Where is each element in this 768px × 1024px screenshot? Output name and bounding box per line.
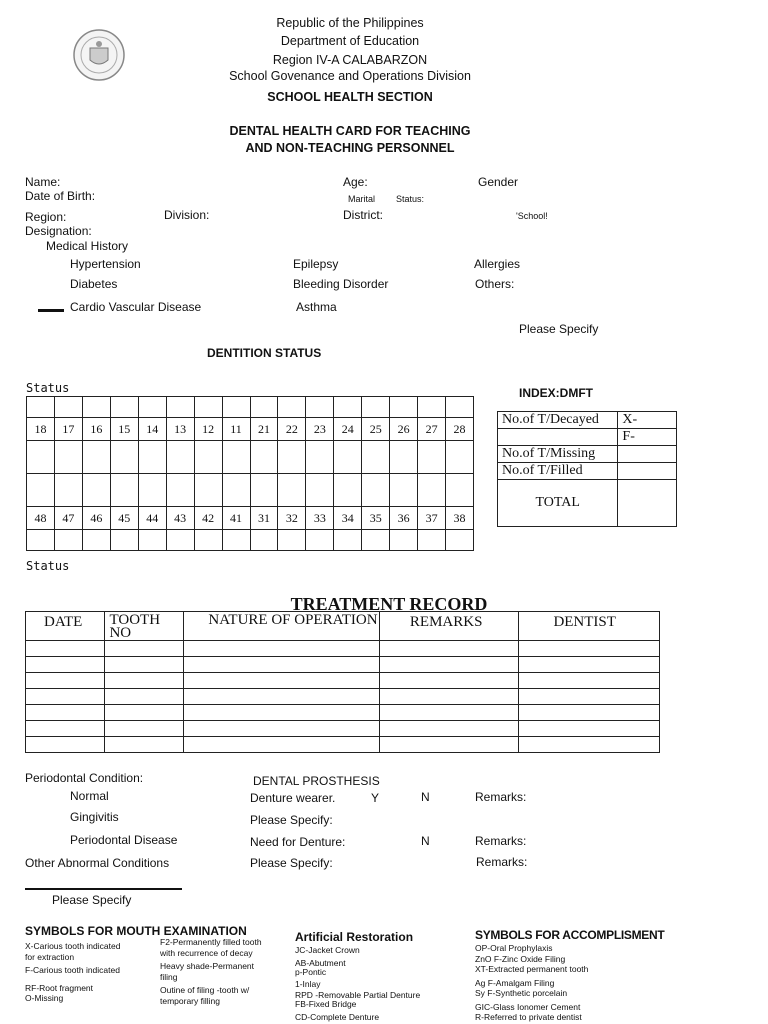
periodontal-heading: Periodontal Condition: [25,771,144,785]
tooth-cell [446,474,474,507]
symbols-exam-col2 [160,937,262,1006]
status-cell [306,530,334,551]
symbol-f-carious: F-Carious tooth indicated [25,965,120,975]
tooth-number-35: 35 [362,507,390,530]
status-cell [27,397,55,418]
tooth-number-24: 24 [334,418,362,441]
status-cell [138,530,166,551]
dentition-status-heading: DENTITION STATUS [207,346,322,360]
tooth-cell [250,474,278,507]
tooth-number-32: 32 [278,507,306,530]
tooth-number-44: 44 [138,507,166,530]
status-cell [82,397,110,418]
tooth-number-31: 31 [250,507,278,530]
tooth-cell [110,441,138,474]
medical-asthma: Asthma [296,300,337,314]
tooth-number-28: 28 [446,418,474,441]
status-cell [418,530,446,551]
tooth-cell [82,441,110,474]
status-cell [222,530,250,551]
status-cell [82,530,110,551]
designation-label: Designation: [25,224,92,238]
symbol-o-missing: O-Missing [25,993,64,1003]
tooth-cell [250,441,278,474]
tooth-number-43: 43 [166,507,194,530]
age-label: Age: [343,175,368,189]
medical-bleeding: Bleeding Disorder [293,277,389,291]
tooth-number-18: 18 [27,418,55,441]
header-region: Region IV-A CALABARZON [272,53,428,67]
symbols-accomplishment-heading: SYMBOLS FOR ACCOMPLISMENT [475,928,665,942]
periodontal-normal: Normal [70,789,109,803]
tooth-number-48: 48 [27,507,55,530]
status-cell [250,530,278,551]
header-republic: Republic of the Philippines [276,16,424,30]
restoration-pontic: p-Pontic [295,966,327,977]
dob-label: Date of Birth: [25,189,96,203]
tooth-number-47: 47 [54,507,82,530]
status-cell [250,397,278,418]
index-decayed: No.of T/Decayed [498,412,618,429]
status-top-label: Status [26,381,70,395]
tooth-cell [27,474,55,507]
medical-others: Others: [475,277,515,291]
restoration-fb: FB-Fixed Bridge [295,999,357,1009]
gender-label: Gender [478,175,519,189]
name-label: Name: [25,175,61,189]
periodontal-gingivitis: Gingivitis [70,810,119,824]
tooth-cell [222,441,250,474]
tooth-number-27: 27 [418,418,446,441]
index-missing: No.of T/Missing [498,446,618,463]
status-cell [278,530,306,551]
card-title-line2: AND NON-TEACHING PERSONNEL [245,141,455,155]
denture-n1: N [421,790,430,804]
index-filled: No.of T/Filled [498,463,618,480]
status-cell [446,397,474,418]
status-cell [110,397,138,418]
tooth-cell [418,474,446,507]
tooth-cell [418,441,446,474]
school-label: 'School! [516,211,548,221]
tooth-number-41: 41 [222,507,250,530]
tooth-number-34: 34 [334,507,362,530]
marital-label: Marital [348,194,376,204]
tooth-cell [138,441,166,474]
restoration-rpd: RPD -Removable Partial Denture [295,990,421,1000]
prosthesis-remarks1: Remarks: [475,790,527,804]
acc-r: R-Referred to private dentist [475,1012,582,1022]
symbol-outline-cont: temporary filling [160,995,220,1006]
restoration-cd: CD-Complete Denture [295,1012,380,1022]
table-row [26,657,660,673]
acc-sy: Sy F-Synthetic porcelain [475,988,568,998]
index-dmft-heading: INDEX:DMFT [519,386,593,400]
status-cell [54,530,82,551]
restoration-jc: JC-Jacket Crown [295,945,360,955]
col-dentist: DENTIST [519,612,660,641]
tooth-cell [138,474,166,507]
tooth-cell [82,474,110,507]
table-row [26,689,660,705]
tooth-cell [194,474,222,507]
status-cell [278,397,306,418]
tooth-number-42: 42 [194,507,222,530]
denture-n2: N [421,834,430,848]
medical-please-specify: Please Specify [519,322,599,336]
tooth-number-21: 21 [250,418,278,441]
symbol-heavy-shade-cont: filing [160,971,178,982]
tooth-number-17: 17 [54,418,82,441]
tooth-number-45: 45 [110,507,138,530]
symbol-heavy-shade: Heavy shade-Permanent [160,961,255,971]
accomplishment-list [475,943,588,1023]
tooth-cell [390,441,418,474]
col-nature-operation: NATURE OF OPERATION [184,612,380,641]
tooth-number-23: 23 [306,418,334,441]
tooth-cell [54,474,82,507]
index-side-f: F- [618,429,677,446]
acc-gic: GIC-Glass Ionomer Cement [475,1001,581,1012]
tooth-cell [54,441,82,474]
tooth-number-12: 12 [194,418,222,441]
status-cell [306,397,334,418]
acc-zno: ZnO F-Zinc Oxide Filing [475,953,566,964]
periodontal-disease: Periodontal Disease [70,833,178,847]
symbol-f2-permanent: F2-Permanently filled tooth [160,937,262,947]
dentition-chart [26,396,474,551]
tooth-cell [334,474,362,507]
status-label: Status: [396,194,425,204]
tooth-cell [27,441,55,474]
tooth-number-13: 13 [166,418,194,441]
col-remarks: REMARKS [379,612,519,641]
acc-ag: Ag F-Amalgam Filing [475,977,555,988]
cardio-checkmark-line [38,309,64,312]
prosthesis-specify1: Please Specify: [250,813,333,827]
medical-allergies: Allergies [474,257,521,271]
tooth-number-15: 15 [110,418,138,441]
table-row [26,737,660,753]
status-cell [390,397,418,418]
index-total: TOTAL [498,480,618,527]
district-label: District: [343,208,383,222]
status-cell [166,530,194,551]
symbols-exam-heading: SYMBOLS FOR MOUTH EXAMINATION [25,924,247,938]
prosthesis-remarks3: Remarks: [476,855,528,869]
acc-op: OP-Oral Prophylaxis [475,943,553,953]
artificial-restoration-heading: Artificial Restoration [295,930,414,944]
tooth-cell [306,441,334,474]
prosthesis-specify2: Please Specify: [250,856,333,870]
tooth-number-33: 33 [306,507,334,530]
tooth-number-11: 11 [222,418,250,441]
tooth-cell [278,474,306,507]
medical-epilepsy: Epilepsy [293,257,339,271]
periodontal-please-specify: Please Specify [52,893,132,907]
tooth-cell [110,474,138,507]
medical-cardio: Cardio Vascular Disease [70,300,202,314]
region-label: Region: [25,210,67,224]
status-cell [390,530,418,551]
tooth-number-22: 22 [278,418,306,441]
table-row [26,721,660,737]
prosthesis-heading: DENTAL PROSTHESIS [253,774,380,788]
status-cell [446,530,474,551]
restoration-ab: AB-Abutment [295,957,346,968]
symbol-outline-filing: Outine of filing -tooth w/ [160,985,250,995]
division-label: Division: [164,208,210,222]
status-cell [194,530,222,551]
specify-line [25,888,182,890]
tooth-cell [222,474,250,507]
status-cell [362,397,390,418]
tooth-cell [446,441,474,474]
tooth-cell [306,474,334,507]
treatment-record-title: TREATMENT RECORD [290,594,488,614]
tooth-cell [362,441,390,474]
denture-y: Y [371,791,380,805]
tooth-number-37: 37 [418,507,446,530]
status-cell [27,530,55,551]
tooth-number-38: 38 [446,507,474,530]
header-department: Department of Education [280,34,420,48]
symbol-f2-cont: with recurrence of decay [160,947,253,958]
denture-wearer: Denture wearer. [250,791,336,805]
status-cell [194,397,222,418]
index-dmft-table [497,411,677,527]
need-for-denture: Need for Denture: [250,835,346,849]
table-row [26,641,660,657]
medical-diabetes: Diabetes [70,277,118,291]
tooth-cell [278,441,306,474]
tooth-cell [194,441,222,474]
tooth-number-16: 16 [82,418,110,441]
tooth-number-36: 36 [390,507,418,530]
col-date: DATE [26,612,105,641]
other-abnormal-conditions: Other Abnormal Conditions [25,856,170,870]
prosthesis-remarks2: Remarks: [475,834,527,848]
acc-xt: XT-Extracted permanent tooth [475,964,589,974]
medical-hypertension: Hypertension [70,257,141,271]
tooth-cell [362,474,390,507]
status-cell [418,397,446,418]
status-cell [110,530,138,551]
status-cell [362,530,390,551]
col-tooth-no: TOOTH NO [105,612,184,641]
status-cell [166,397,194,418]
tooth-cell [334,441,362,474]
tooth-cell [166,441,194,474]
symbol-x-carious: X-Carious tooth indicated [25,941,121,951]
card-title-line1: DENTAL HEALTH CARD FOR TEACHING [229,124,471,138]
tooth-cell [166,474,194,507]
status-cell [222,397,250,418]
symbols-exam-col1 [25,941,120,1004]
artificial-list [295,945,420,1023]
status-cell [54,397,82,418]
status-cell [138,397,166,418]
tooth-number-46: 46 [82,507,110,530]
status-bottom-label: Status [26,559,70,573]
restoration-inlay: 1-Inlay [295,978,321,989]
tooth-number-25: 25 [362,418,390,441]
tooth-cell [390,474,418,507]
medical-history-heading: Medical History [46,239,129,253]
index-side-x: X- [618,412,677,429]
header-section: SCHOOL HEALTH SECTION [267,90,433,104]
treatment-record-table [25,611,660,753]
status-cell [334,397,362,418]
symbol-rf-root: RF-Root fragment [25,982,94,993]
symbol-x-carious-cont: for extraction [25,951,75,962]
table-row [26,705,660,721]
table-row [26,673,660,689]
tooth-number-26: 26 [390,418,418,441]
status-cell [334,530,362,551]
tooth-number-14: 14 [138,418,166,441]
header-division: School Govenance and Operations Division [229,69,471,83]
